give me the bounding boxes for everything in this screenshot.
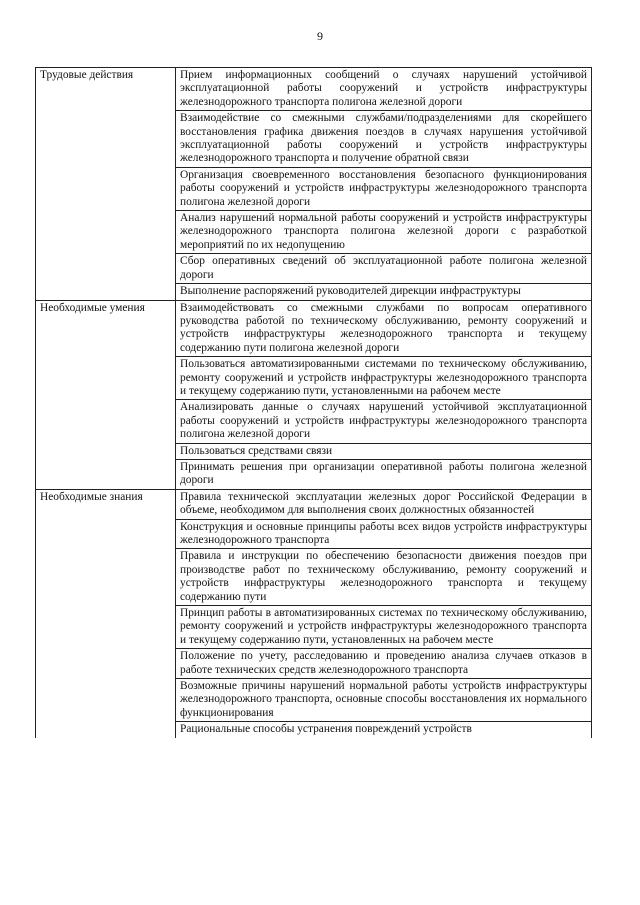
list-item: Взаимодействие со смежными службами/подразделениями для скорейшего восстановления графика движения поездов в случаях нарушения устойчивой эксплуатационной работы сооружений и устройств инфраструктуры железнодорожного транспорта и получение обратной связи — [176, 111, 592, 168]
list-item: Анализ нарушений нормальной работы сооружений и устройств инфраструктуры железнодорожного транспорта полигона железной дороги с разработкой мероприятий по их недопущению — [176, 211, 592, 254]
table-row — [36, 300, 592, 357]
list-item: Принимать решения при организации оперативной работы полигона железной дороги — [176, 459, 592, 489]
list-item: Организация своевременного восстановления безопасного функционирования работы сооружений и устройств инфраструктуры железнодорожного транспорта полигона железной дороги — [176, 167, 592, 210]
list-item: Выполнение распоряжений руководителей дирекции инфраструктуры — [176, 284, 592, 300]
list-item: Рациональные способы устранения повреждений устройств — [176, 722, 592, 738]
list-item: Конструкция и основные принципы работы всех видов устройств инфраструктуры железнодорожного транспорта — [176, 519, 592, 549]
list-item: Пользоваться автоматизированными системами по техническому обслуживанию, ремонту сооружений и устройств инфраструктуры железнодорожного транспорта и текущему содержанию пути, установленными на рабочем месте — [176, 357, 592, 400]
page-number: 9 — [317, 29, 323, 43]
list-item: Взаимодействовать со смежными службами по вопросам оперативного руководства работой по техническому обслуживанию, ремонту сооружений и устройств инфраструктуры железнодорожного транспорта и текущему содержанию пути полигона железной дороги — [176, 300, 592, 357]
section-label-required-knowledge: Необходимые знания — [36, 489, 176, 737]
section-label-required-skills: Необходимые умения — [36, 300, 176, 489]
section-label-labor-actions: Трудовые действия — [36, 68, 176, 301]
table-row — [36, 489, 592, 519]
requirements-table — [35, 67, 592, 738]
list-item: Анализировать данные о случаях нарушений устойчивой эксплуатационной работы сооружений и устройств инфраструктуры железнодорожного транспорта полигона железной дороги — [176, 400, 592, 443]
list-item: Принцип работы в автоматизированных системах по техническому обслуживанию, ремонту сооружений и устройств инфраструктуры железнодорожного транспорта и текущему содержанию пути, установленных на рабочем месте — [176, 606, 592, 649]
list-item: Правила технической эксплуатации железных дорог Российской Федерации в объеме, необходимом для выполнения своих должностных обязанностей — [176, 489, 592, 519]
list-item: Правила и инструкции по обеспечению безопасности движения поездов при производстве работ по техническому обслуживанию, ремонту сооружений и устройств инфраструктуры железнодорожного транспорта и текущему содержанию пути — [176, 549, 592, 606]
list-item: Прием информационных сообщений о случаях нарушений устойчивой эксплуатационной работы сооружений и устройств инфраструктуры железнодорожного транспорта полигона железной дороги — [176, 68, 592, 111]
table-row — [36, 68, 592, 111]
list-item: Положение по учету, расследованию и проведению анализа случаев отказов в работе технических средств железнодорожного транспорта — [176, 649, 592, 679]
list-item: Возможные причины нарушений нормальной работы устройств инфраструктуры железнодорожного транспорта, основные способы восстановления их нормального функционирования — [176, 679, 592, 722]
list-item: Сбор оперативных сведений об эксплуатационной работе полигона железной дороги — [176, 254, 592, 284]
list-item: Пользоваться средствами связи — [176, 443, 592, 459]
